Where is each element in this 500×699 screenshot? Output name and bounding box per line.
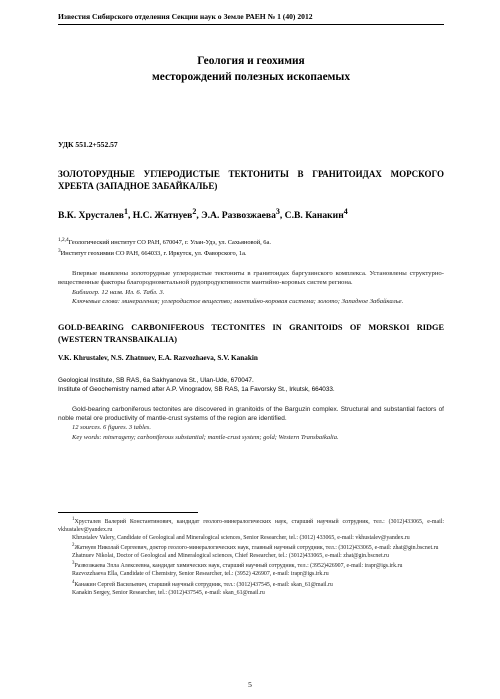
author-name: Э.А. Развозжаева — [201, 210, 276, 222]
footnote: $^2$Жатнуев Николай Сергеевич, доктор геолого-минералогических наук, главный научный сотрудник, тел.: (3012)433065, e-mail: zhat@gin.bscnet.ru — [72, 543, 439, 552]
author-sup: 4 — [343, 207, 348, 216]
running-head: Известия Сибирского отделения Секции наук о Земле РАЕН № 1 (40) 2012 — [58, 12, 444, 25]
author-sup: 1 — [123, 207, 128, 216]
keywords: Ключевые слова: минерагения; углеродистое вещество; мантийно-коровая система; золото; Западное Забайкалье. — [72, 297, 404, 305]
footnote: Kanakin Sergey, Senior Researcher, tel.: (3012)437545, e-mail: skan_61@mail.ru — [72, 589, 265, 596]
footnote-divider — [58, 512, 198, 513]
section-title-line: Геология и геохимия — [197, 55, 305, 67]
russian-title: ЗОЛОТОРУДНЫЕ УГЛЕРОДИСТЫЕ ТЕКТОНИТЫ В ГРАНИТОИДАХ МОРСКОГО ХРЕБТА (ЗАПАДНОЕ ЗАБАЙКАЛЬЕ) — [58, 169, 444, 191]
affiliation-line: $^{1,2,4}$Геологический институт СО РАН, 670047, г. Улан-Удэ, ул. Сахьяновой, 6а. — [58, 237, 271, 247]
page-number: 5 — [248, 680, 252, 689]
english-authors: V.K. Khrustalev, N.S. Zhatnuev, E.A. Razvozhaeva, S.V. Kanakin — [58, 354, 258, 362]
english-affiliations — [58, 376, 444, 394]
english-abstract — [58, 405, 444, 442]
udc-code: УДК 551.2+552.57 — [58, 140, 118, 149]
bibliography-note: Библиогр. 12 назв. Ил. 6. Табл. 3. — [72, 288, 165, 296]
affiliation-line: Institute of Geochemistry named after A.P. Vinogradov, SB RAS, 1a Favorsky St., Irkutsk, 664033. — [58, 386, 335, 393]
section-title — [58, 53, 444, 85]
abstract-text: Впервые выявлены золоторудные углеродистые тектониты в гранитоидах баргузинского комплекса. Установлены структурно-вещественные факторы благороднометальной рудопродуктивности мантийно-коровых систем региона. — [58, 270, 444, 287]
russian-abstract — [58, 269, 444, 306]
footnotes — [58, 516, 444, 597]
english-title: GOLD-BEARING CARBONIFEROUS TECTONITES IN GRANITOIDS OF MORSKOI RIDGE (WESTERN TRANSBAIKALIA) — [58, 323, 444, 344]
russian-affiliations — [58, 236, 271, 258]
author-name: С.В. Канакин — [284, 210, 344, 222]
footnote: $^4$Канакин Сергей Васильевич, старший научный сотрудник, тел.: (3012)437545, e-mail: skan_61@mail.ru — [72, 579, 333, 588]
author-sup: 3 — [275, 207, 280, 216]
footnote: $^1$Хрусталев Валерий Константинович, кандидат геолого-минералогических наук, старший научный сотрудник, тел.: (3012)433065, e-mail: vkhustalev@yandex.ru — [58, 517, 444, 534]
author-name: Н.С. Жатнуев — [132, 210, 193, 222]
author-sup: 2 — [192, 207, 197, 216]
affiliation-line: Geological Institute, SB RAS, 6a Sakhyanova St., Ulan-Ude, 670047. — [58, 377, 254, 384]
keywords: Key words: mineragenу; carboniferous substantial; mantle-crust system; gold; Western Transbaikalia. — [72, 433, 339, 441]
abstract-text: Gold-bearing carboniferous tectonites are discovered in granitoids of the Barguzin complex. Structural and substantial factors of noble metal ore productivity of mantle-crust systems of the region are identified. — [58, 406, 444, 423]
footnote: Khrustalev Valery, Candidate of Geological and Mineralogical sciences, Senior Researcher, tel.: (3012) 433065, e-mail: vkhustalev@yandex.ru — [72, 535, 410, 542]
footnote: Zhatnuev Nikolai, Doctor of Geological and Mineralogical sciences, Chief Researcher, tel.: (3012)433065, e-mail: zhat@gin.bscnet.ru — [72, 553, 389, 560]
footnote: Razvozzhaeva Ella, Candidate of Chemistry, Senior Researcher, tel.: (3952) 426907, e-mail: irapr@igs.irk.ru — [72, 571, 329, 578]
bibliography-note: 12 sources. 6 figures. 3 tables. — [72, 424, 151, 432]
affiliation-line: $^3$Институт геохимии СО РАН, 664033, г. Иркутск, ул. Фаворского, 1а. — [58, 248, 247, 258]
section-title-line: месторождений полезных ископаемых — [151, 71, 351, 83]
russian-authors: В.К. Хрусталев$^1$, Н.С. Жатнуев$^2$, Э.А. Развозжаева$^3$, С.В. Канакин$^4$ — [58, 207, 348, 222]
author-name: В.К. Хрусталев — [58, 210, 124, 222]
footnote: $^3$Развозжаева Элла Алексеевна, кандидат химических наук, старший научный сотрудник, тел.: (3952)426907, e-mail: irapr@igs.irk.ru — [72, 561, 403, 570]
